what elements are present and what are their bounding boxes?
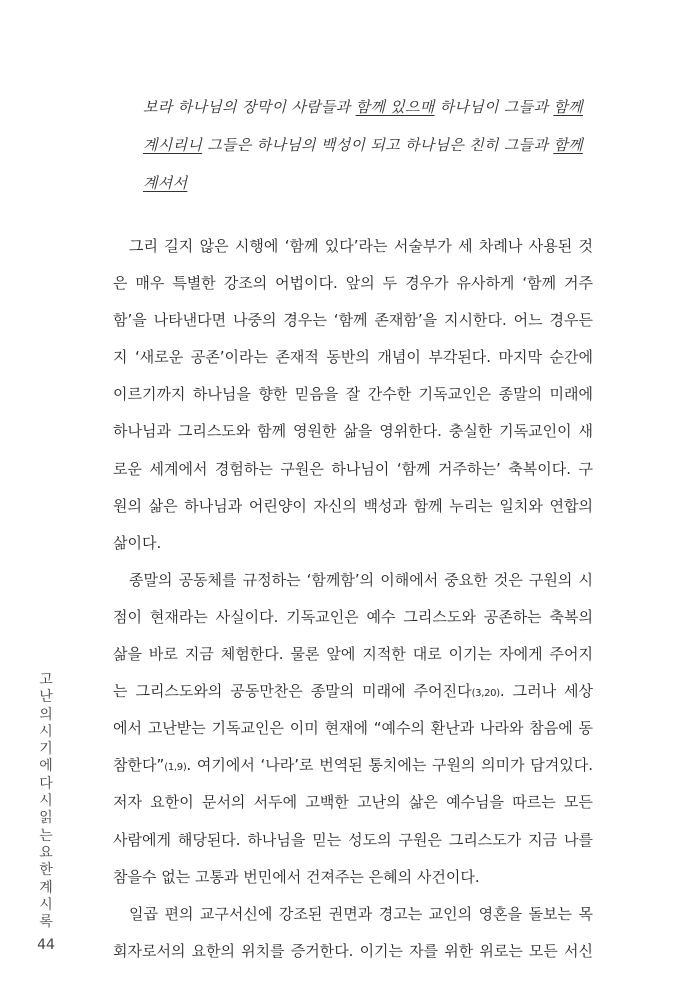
underlined-phrase: 함께 있으매 <box>355 98 435 116</box>
text-line: 참을수 없는 고통과 번민에서 건져주는 은혜의 사건이다. <box>113 867 480 886</box>
text-line: 삶이다. <box>113 533 162 552</box>
quote-line <box>143 164 613 202</box>
quote-line <box>143 126 613 164</box>
underlined-phrase: 계시리니 <box>143 136 203 154</box>
text-line: 은 매우 특별한 강조의 어법이다. 앞의 두 경우가 유사하게 ‘함께 거주 <box>113 274 593 293</box>
text-segment: . 그러나 세상 <box>499 682 593 701</box>
text-segment: . 여기에서 ‘나라’로 번역된 통치에는 구원의 의미가 담겨있다. <box>186 756 593 775</box>
underlined-phrase: 함께 <box>553 136 583 154</box>
underlined-phrase: 계셔서 <box>143 174 188 192</box>
scripture-quote <box>143 88 613 202</box>
text-line: 하나님과 그리스도와 함께 영원한 삶을 영위한다. 충실한 기독교인이 새 <box>113 422 593 441</box>
text-line: 회자로서의 요한의 위치를 증거한다. 이기는 자를 위한 위로는 모든 서신 <box>113 941 593 960</box>
text-line: 저자 요한이 문서의 서두에 고백한 고난의 삶은 예수님을 따르는 모든 <box>113 793 593 812</box>
underlined-phrase: 함께 <box>553 98 583 116</box>
verse-citation: (3,20) <box>471 688 500 700</box>
text-segment: 는 그리스도와의 공동만찬은 종말의 미래에 주어진다 <box>113 682 472 701</box>
text-line: 지 ‘새로운 공존’이라는 존재적 동반의 개념이 부각된다. 마지막 순간에 <box>113 348 593 367</box>
quote-text: 하나님이 그들과 <box>434 98 554 116</box>
text-line: 삶을 바로 지금 체험한다. 물론 앞에 지적한 대로 이기는 자에게 주어지 <box>113 645 593 664</box>
text-line: 함’을 나타낸다면 나중의 경우는 ‘함께 존재함’을 지시한다. 어느 경우든 <box>113 311 593 330</box>
quote-line <box>143 88 613 126</box>
text-line <box>113 747 593 784</box>
running-book-title: 고난의 시기에 다시 읽는 요한계시록 <box>39 672 53 931</box>
text-line: 이르기까지 하나님을 향한 믿음을 잘 간수한 기독교인은 종말의 미래에 <box>113 385 593 404</box>
text-line <box>113 673 593 710</box>
page-number: 44 <box>37 937 55 954</box>
page-sidebar <box>36 672 56 953</box>
text-segment: 참한다” <box>113 756 165 775</box>
quote-text: 그들은 하나님의 백성이 되고 하나님은 친히 그들과 <box>202 136 554 154</box>
text-line: 에서 고난받는 기독교인은 이미 현재에 “예수의 환난과 나라와 참음에 동 <box>113 719 593 738</box>
paragraph <box>113 562 593 896</box>
quote-text: 보라 하나님의 장막이 사람들과 <box>143 98 356 116</box>
body-text <box>113 228 593 970</box>
paragraph <box>113 228 593 562</box>
text-line: 그리 길지 않은 시행에 ‘함께 있다’라는 서술부가 세 차례나 사용된 것 <box>129 237 593 255</box>
text-line: 종말의 공동체를 규정하는 ‘함께함’의 이해에서 중요한 것은 구원의 시 <box>129 570 593 589</box>
text-line: 사람에게 해당된다. 하나님을 믿는 성도의 구원은 그리스도가 지금 나를 <box>113 830 593 849</box>
text-line: 일곱 편의 교구서신에 강조된 권면과 경고는 교인의 영혼을 돌보는 목 <box>129 904 593 923</box>
verse-citation: (1,9) <box>164 762 187 774</box>
text-line: 점이 현재라는 사실이다. 기독교인은 예수 그리스도와 공존하는 축복의 <box>113 607 593 626</box>
paragraph <box>113 896 593 970</box>
text-line: 원의 삶은 하나님과 어린양이 자신의 백성과 함께 누리는 일치와 연합의 <box>113 496 593 515</box>
text-line: 로운 세계에서 경험하는 구원은 하나님이 ‘함께 거주하는’ 축복이다. 구 <box>113 459 593 478</box>
